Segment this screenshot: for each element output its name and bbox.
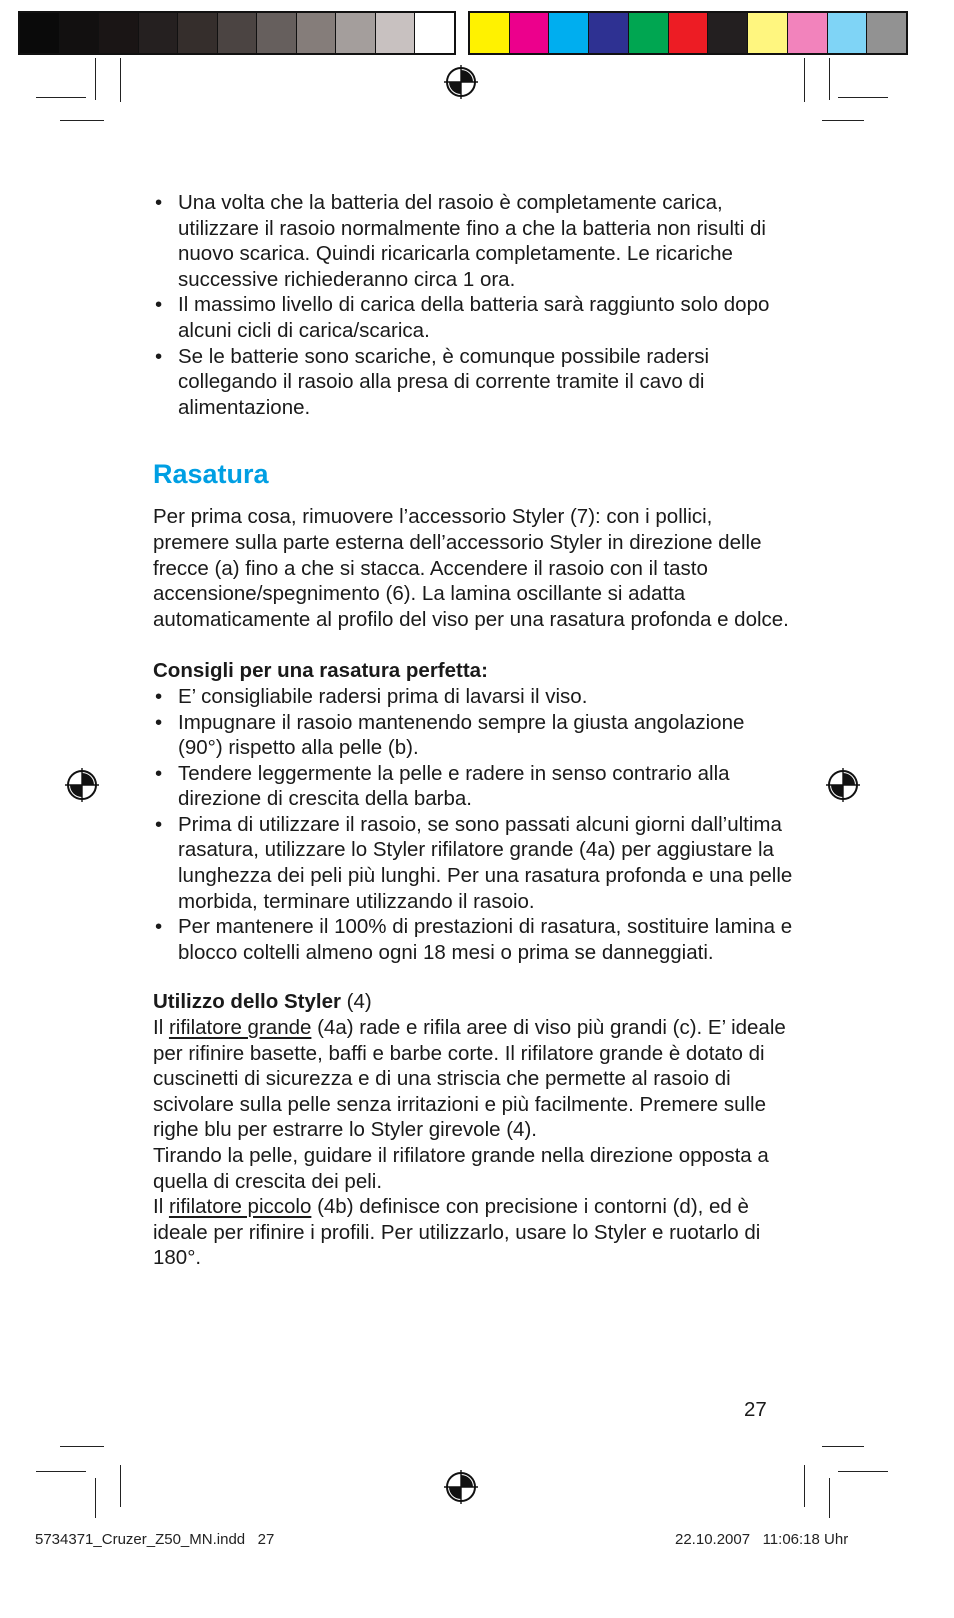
color-swatch [178, 13, 218, 53]
crop-mark [822, 120, 864, 121]
registration-mark-icon [444, 1470, 478, 1504]
styler-heading-ref: (4) [340, 990, 372, 1014]
page-number: 27 [744, 1398, 767, 1421]
list-item: • Se le batterie sono scariche, è comunque possibile radersi collegando il rasoio alla presa di corrente tramite il cavo di alimentazione. [153, 344, 793, 421]
color-swatch [867, 13, 906, 53]
color-swatch [376, 13, 416, 53]
crop-mark [822, 1446, 864, 1447]
grayscale-calibration-bar [18, 11, 456, 55]
color-calibration-bar [468, 11, 908, 55]
color-swatch [297, 13, 337, 53]
list-item: • Per mantenere il 100% di prestazioni di rasatura, sostituire lamina e blocco coltelli almeno ogni 18 mesi o prima se danneggiati. [153, 914, 793, 965]
small-trimmer-term: rifilatore piccolo [168, 1195, 312, 1219]
color-swatch [669, 13, 709, 53]
list-item: • Tendere leggermente la pelle e radere in senso contrario alla direzione di crescita della barba. [153, 761, 793, 812]
color-swatch [99, 13, 139, 53]
color-swatch [20, 13, 60, 53]
color-swatch [218, 13, 258, 53]
registration-mark-icon [826, 768, 860, 802]
list-item: • Una volta che la batteria del rasoio è completamente carica, utilizzare il rasoio normalmente fino a che la batteria non risulti di nuovo scarica. Quindi ricaricarla completamente. Le ricariche successive richiederanno circa 1 ora. [153, 190, 793, 292]
color-swatch [510, 13, 550, 53]
crop-mark [95, 58, 96, 100]
color-swatch [708, 13, 748, 53]
color-swatch [139, 13, 179, 53]
tips-heading: Consigli per una rasatura perfetta: [153, 659, 488, 683]
styler-heading [153, 989, 793, 1015]
crop-mark [95, 1478, 96, 1518]
color-swatch [470, 13, 510, 53]
section-intro-paragraph: Per prima cosa, rimuovere l’accessorio Styler (7): con i pollici, premere sulla parte esterna dell’accessorio Styler in direzione delle frecce (a) fino a che si stacca. Accendere il rasoio con il tasto accensione/spegnimento (6). La lamina oscillante si adatta automaticamente al profilo del viso per una rasatura profonda e dolce. [153, 505, 789, 631]
list-item: • Il massimo livello di carica della batteria sarà raggiunto solo dopo alcuni cicli di carica/scarica. [153, 292, 793, 343]
color-swatch [589, 13, 629, 53]
color-swatch [257, 13, 297, 53]
styler-paragraph-3 [153, 1194, 793, 1271]
section-heading: Rasatura [153, 459, 269, 490]
list-item: • Prima di utilizzare il rasoio, se sono passati alcuni giorni dall’ultima rasatura, utilizzare lo Styler rifilatore grande (4a) per aggiustare la lunghezza dei peli più lunghi. Per una rasatura profonda e una pelle morbida, terminare utilizzando il rasoio. [153, 812, 793, 914]
footer-timestamp: 22.10.2007 11:06:18 Uhr [675, 1531, 849, 1548]
crop-mark [60, 1446, 104, 1447]
styler-paragraph-1 [153, 1015, 793, 1143]
text-run: Il [153, 1195, 169, 1219]
crop-mark [120, 58, 121, 102]
crop-mark [36, 1471, 86, 1472]
styler-paragraph-2: Tirando la pelle, guidare il rifilatore grande nella direzione opposta a quella di crescita dei peli. [153, 1144, 769, 1193]
color-swatch [788, 13, 828, 53]
list-item: • Impugnare il rasoio mantenendo sempre la giusta angolazione (90°) rispetto alla pelle (b). [153, 710, 793, 761]
tips-bullet-list [153, 684, 793, 966]
large-trimmer-term: rifilatore grande [168, 1016, 312, 1040]
crop-mark [838, 1471, 888, 1472]
crop-mark [829, 1478, 830, 1518]
crop-mark [829, 58, 830, 100]
crop-mark [60, 120, 104, 121]
registration-mark-icon [65, 768, 99, 802]
page-content [153, 190, 793, 1271]
crop-mark [804, 1465, 805, 1507]
text-run: Il [153, 1016, 169, 1040]
crop-mark [838, 97, 888, 98]
color-swatch [629, 13, 669, 53]
color-swatch [415, 13, 454, 53]
color-swatch [748, 13, 788, 53]
crop-mark [120, 1465, 121, 1507]
crop-mark [36, 97, 86, 98]
text-run: (4a) rade e rifila aree di viso più grandi (c). E’ ideale per rifinire basette, baffi e barbe corte. Il rifilatore grande è dotato di cuscinetti di sicurezza e di una striscia che permette al rasoio di scivolare sulla pelle senza irritazioni e più facilmente. Premere sulle righe blu per estrarre lo Styler girevole (4). [153, 1016, 786, 1142]
styler-heading-bold: Utilizzo dello Styler [153, 990, 341, 1014]
color-swatch [549, 13, 589, 53]
registration-mark-icon [444, 65, 478, 99]
crop-mark [804, 58, 805, 102]
color-swatch [336, 13, 376, 53]
text-run: (4b) definisce con precisione i contorni (d), ed è ideale per rifinire i profili. Per utilizzarlo, usare lo Styler e ruotarlo di 180°. [153, 1195, 761, 1270]
list-item: • E’ consigliabile radersi prima di lavarsi il viso. [153, 684, 793, 710]
color-swatch [60, 13, 100, 53]
intro-bullet-list [153, 190, 793, 420]
footer-file-info: 5734371_Cruzer_Z50_MN.indd 27 [35, 1531, 275, 1548]
color-swatch [828, 13, 868, 53]
